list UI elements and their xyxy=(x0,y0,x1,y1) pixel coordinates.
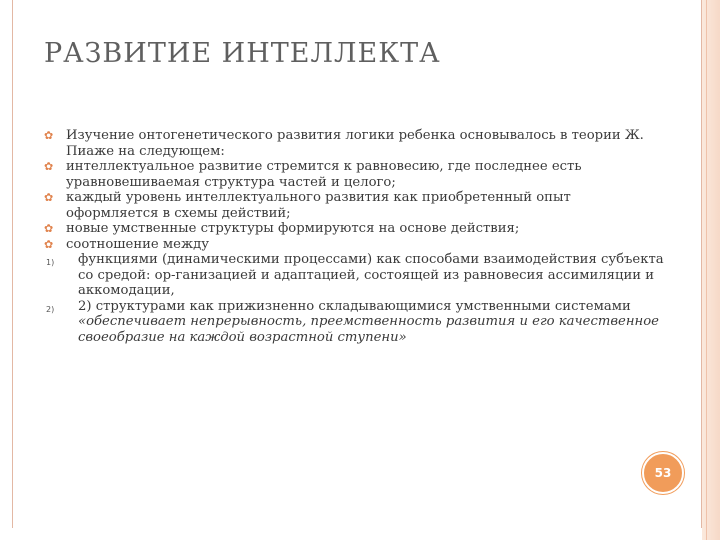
item-number: 1) xyxy=(46,258,55,267)
bullet-text: новые умственные структуры формируются на основе действия; xyxy=(66,221,520,236)
bullet-text: каждый уровень интеллектуального развития как приобретенный опыт оформляется в схемы действий; xyxy=(66,190,571,221)
flower-bullet-icon: ✿ xyxy=(44,191,54,204)
bullet-item xyxy=(44,159,664,190)
decorative-side-strip xyxy=(702,0,720,540)
quote-text: «обеспечивает непрерывность, преемственность развития и его качественное своеобразие на каждой возрастной ступени» xyxy=(78,314,659,345)
bullet-item xyxy=(44,128,664,159)
numbered-item xyxy=(44,252,664,299)
bullet-item xyxy=(44,190,664,221)
page-number-badge: 53 xyxy=(642,452,684,494)
bullet-text: соотношение между xyxy=(66,236,210,252)
flower-bullet-icon: ✿ xyxy=(44,222,54,235)
bullet-item xyxy=(44,221,664,237)
bullet-text: интеллектуальное развитие стремится к равновесию, где последнее есть уравновешиваемая структура частей и целого; xyxy=(66,159,582,190)
slide-content xyxy=(44,128,664,345)
numbered-text: функциями (динамическими процессами) как способами взаимодействия субъекта со средой: ор-ганизацией и адаптацией, состоящей из равновесия ассимиляции и аккомодации, xyxy=(78,252,664,298)
bullet-text: Изучение онтогенетического развития логики ребенка основывалось в теории Ж. Пиаже на следующем: xyxy=(66,128,644,159)
numbered-text: 2) структурами как прижизненно складывающимися умственными системами xyxy=(78,298,631,314)
flower-bullet-icon: ✿ xyxy=(44,129,54,142)
slide-title: РАЗВИТИЕ ИНТЕЛЛЕКТА xyxy=(44,38,441,69)
flower-bullet-icon: ✿ xyxy=(44,160,54,173)
numbered-item xyxy=(44,299,664,346)
flower-bullet-icon: ✿ xyxy=(44,237,54,251)
bullet-item xyxy=(44,237,664,253)
item-number: 2) xyxy=(46,304,55,314)
